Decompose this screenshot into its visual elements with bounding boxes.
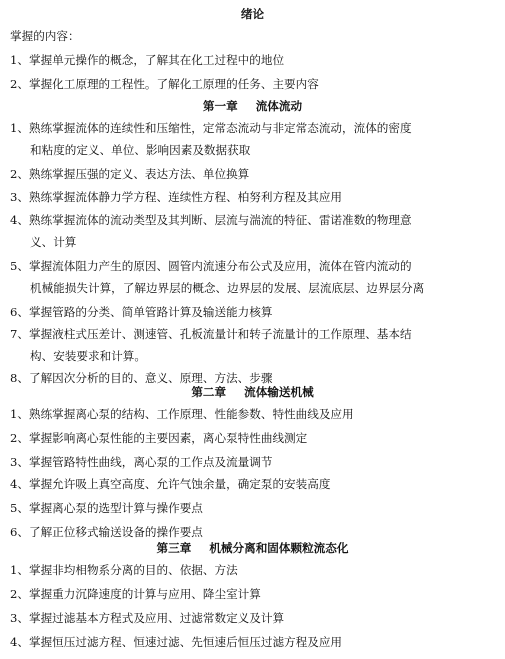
- chapter1-item: 1、熟练掌握流体的连续性和压缩性，定常态流动与非定常态流动，流体的密度: [10, 121, 412, 135]
- mastery-label: 掌握的内容：: [10, 29, 80, 43]
- chapter3-number: 第三章: [156, 541, 192, 555]
- chapter1-heading: [0, 98, 505, 114]
- chapter1-item: 2、熟练掌握压强的定义、表达方法、单位换算: [10, 167, 250, 181]
- chapter2-heading: [0, 384, 505, 400]
- chapter3-item: 3、掌握过滤基本方程式及应用、过滤常数定义及计算: [10, 611, 285, 625]
- chapter2-item: 1、熟练掌握离心泵的结构、工作原理、性能参数、特性曲线及应用: [10, 407, 354, 421]
- chapter1-item: 7、掌握液柱式压差计、测速管、孔板流量计和转子流量计的工作原理、基本结: [10, 327, 412, 341]
- intro-item: 1、掌握单元操作的概念，了解其在化工过程中的地位: [10, 53, 285, 67]
- chapter2-item: 6、了解正位移式输送设备的操作要点: [10, 525, 203, 539]
- chapter1-item: 3、熟练掌握流体静力学方程、连续性方程、柏努利方程及其应用: [10, 190, 343, 204]
- chapter2-item: 5、掌握离心泵的选型计算与操作要点: [10, 501, 203, 515]
- chapter1-item: 和粘度的定义、单位、影响因素及数据获取: [30, 143, 251, 157]
- chapter3-name: 机械分离和固体颗粒流态化: [209, 541, 349, 555]
- chapter1-item: 机械能损失计算，了解边界层的概念、边界层的发展、层流底层、边界层分离: [30, 281, 425, 295]
- intro-title: 绪论: [240, 7, 265, 21]
- chapter1-item: 5、掌握流体阻力产生的原因、圆管内流速分布公式及应用，流体在管内流动的: [10, 259, 412, 273]
- chapter1-name: 流体流动: [255, 99, 303, 113]
- chapter2-name: 流体输送机械: [244, 385, 314, 399]
- chapter3-heading: [0, 540, 505, 556]
- chapter3-item: 4、掌握恒压过滤方程、恒速过滤、先恒速后恒压过滤方程及应用: [10, 635, 343, 649]
- chapter1-number: 第一章: [202, 99, 238, 113]
- chapter1-item: 构、安装要求和计算。: [30, 349, 146, 363]
- chapter1-item: 6、掌握管路的分类、简单管路计算及输送能力核算: [10, 305, 273, 319]
- chapter1-item: 8、了解因次分析的目的、意义、原理、方法、步骤: [10, 371, 273, 385]
- chapter2-item: 2、掌握影响离心泵性能的主要因素，离心泵特性曲线测定: [10, 431, 308, 445]
- intro-item: 2、掌握化工原理的工程性。了解化工原理的任务、主要内容: [10, 77, 319, 91]
- chapter2-item: 4、掌握允许吸上真空高度、允许气蚀余量，确定泵的安装高度: [10, 477, 331, 491]
- chapter2-number: 第二章: [191, 385, 227, 399]
- chapter1-item: 义、计算: [30, 235, 77, 249]
- chapter1-item: 4、熟练掌握流体的流动类型及其判断、层流与湍流的特征、雷诺准数的物理意: [10, 213, 412, 227]
- chapter3-item: 1、掌握非均相物系分离的目的、依据、方法: [10, 563, 238, 577]
- chapter2-item: 3、掌握管路特性曲线，离心泵的工作点及流量调节: [10, 455, 273, 469]
- chapter3-item: 2、掌握重力沉降速度的计算与应用、降尘室计算: [10, 587, 261, 601]
